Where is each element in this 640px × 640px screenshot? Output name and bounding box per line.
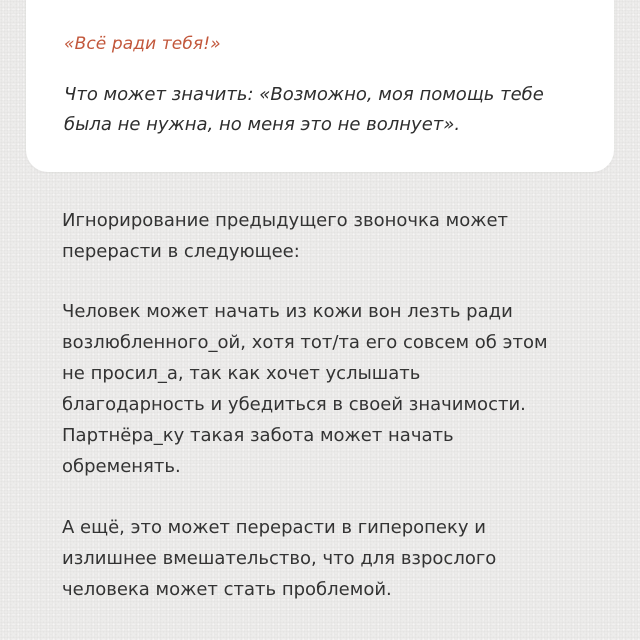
text-line: А ещё, это может перерасти в гиперопеку и: [62, 517, 486, 538]
text-line: человека может стать проблемой.: [62, 579, 392, 600]
quote-line: Что может значить: «Возможно, моя помощь тебе: [64, 84, 544, 105]
paragraph-overprotection: [62, 512, 622, 605]
paragraph-consequence: [62, 296, 622, 482]
text-line: благодарность и убедиться в своей значимости.: [62, 394, 526, 415]
text-line: возлюбленного_ой, хотя тот/та его совсем об этом: [62, 332, 548, 353]
text-line: Партнёра_ку такая забота может начать: [62, 425, 454, 446]
text-line: излишнее вмешательство, что для взрослого: [62, 548, 497, 569]
paragraph-intro: [62, 205, 622, 267]
quote-title: «Всё ради тебя!»: [64, 34, 221, 54]
quote-line: была не нужна, но меня это не волнует».: [64, 114, 461, 135]
text-line: перерасти в следующее:: [62, 241, 300, 262]
text-line: Игнорирование предыдущего звоночка может: [62, 210, 509, 231]
text-line: не просил_а, так как хочет услышать: [62, 363, 421, 384]
quote-text: [64, 80, 604, 140]
text-line: Человек может начать из кожи вон лезть ради: [62, 301, 513, 322]
text-line: обременять.: [62, 456, 181, 477]
